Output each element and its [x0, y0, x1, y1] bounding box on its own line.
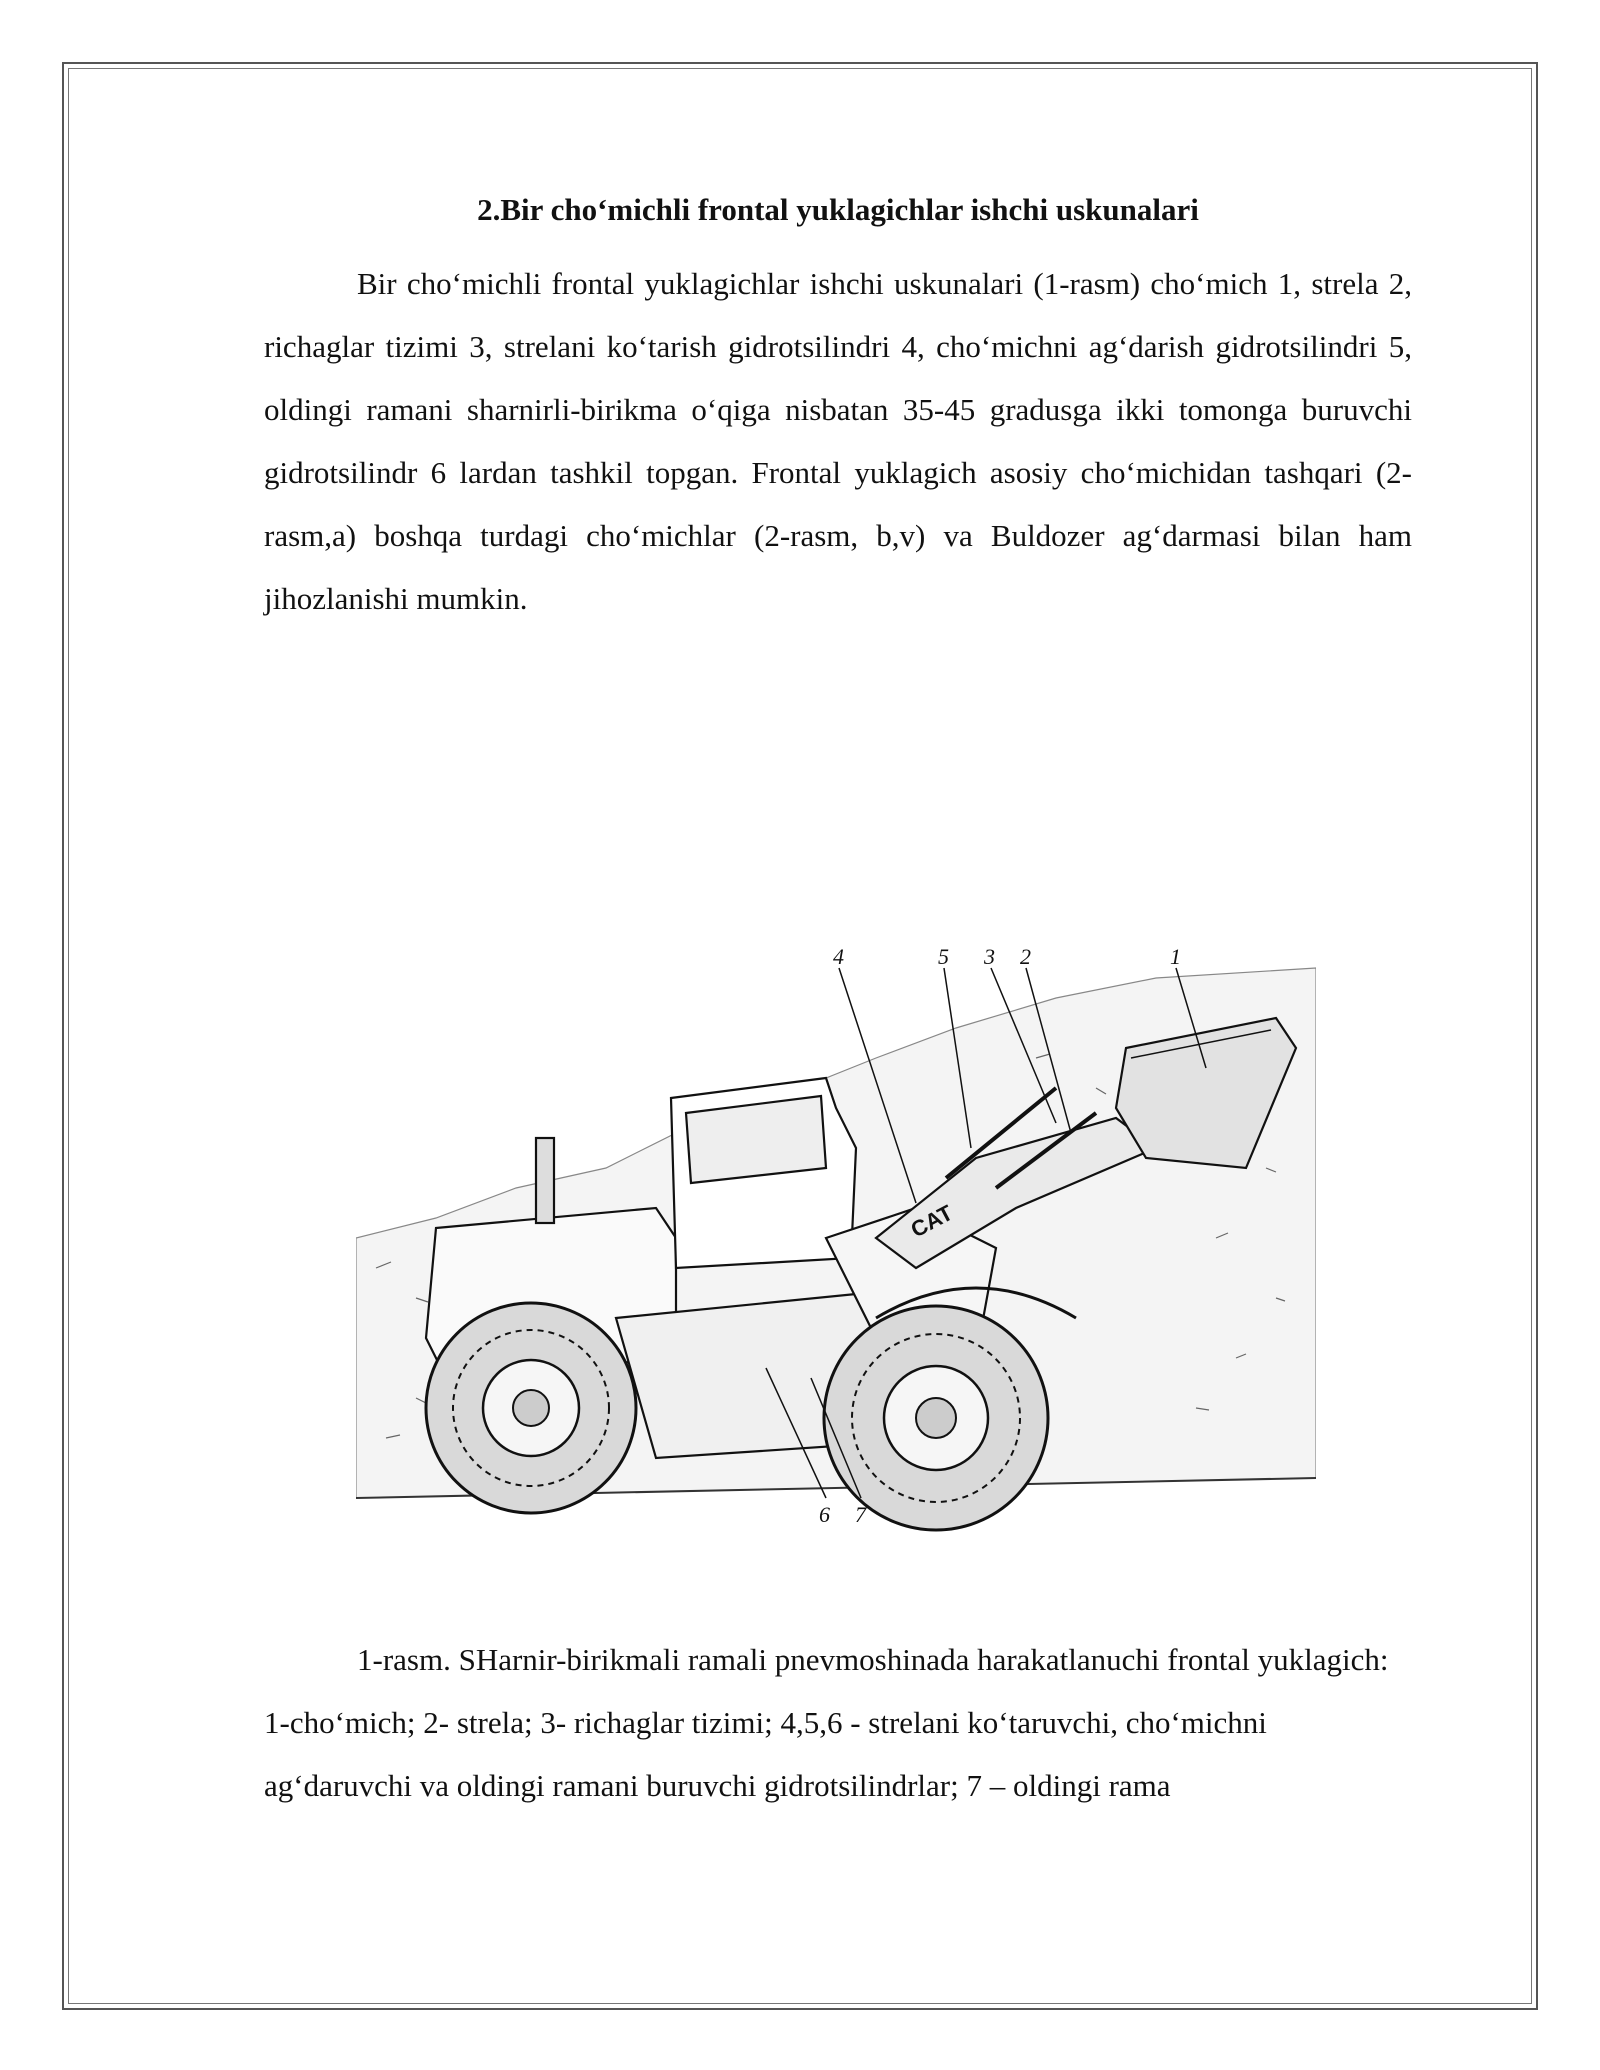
loader-figure	[356, 938, 1316, 1558]
callout-7: 7	[855, 1502, 866, 1527]
front-wheel	[824, 1306, 1048, 1530]
cat-logo: CAT	[906, 1199, 957, 1243]
callout-2: 2	[1020, 944, 1031, 969]
section-heading: 2.Bir cho‘michli frontal yuklagichlar ishchi uskunalari	[477, 192, 1199, 227]
callout-1: 1	[1170, 944, 1181, 969]
callout-6: 6	[819, 1502, 830, 1527]
callout-5: 5	[938, 944, 949, 969]
callout-3: 3	[984, 944, 995, 969]
callout-4: 4	[833, 944, 844, 969]
figure-caption: 1-rasm. SHarnir-birikmali ramali pnevmoshinada harakatlanuchi frontal yuklagich: 1-cho‘mich; 2- strela; 3- richaglar tizimi; 4,5,6 - strelani ko‘taruvchi, cho‘michni ag‘daruvchi va oldingi ramani buruvchi gidrotsilindrlar; 7 – oldingi rama	[264, 1642, 1389, 1803]
front-loader-illustration	[356, 938, 1316, 1558]
rear-wheel	[426, 1303, 636, 1513]
body-paragraph: Bir cho‘michli frontal yuklagichlar ishchi uskunalari (1-rasm) cho‘mich 1, strela 2, richaglar tizimi 3, strelani ko‘tarish gidrotsilindri 4, cho‘michni ag‘darish gidrotsilindri 5, oldingi ramani sharnirli-birikma o‘qiga nisbatan 35-45 gradusga ikki tomonga buruvchi gidrotsilindr 6 lardan tashkil topgan. Frontal yuklagich asosiy cho‘michidan tashqari (2-rasm,a) boshqa turdagi cho‘michlar (2-rasm, b,v) va Buldozer ag‘darmasi bilan ham jihozlanishi mumkin.	[264, 266, 1412, 616]
